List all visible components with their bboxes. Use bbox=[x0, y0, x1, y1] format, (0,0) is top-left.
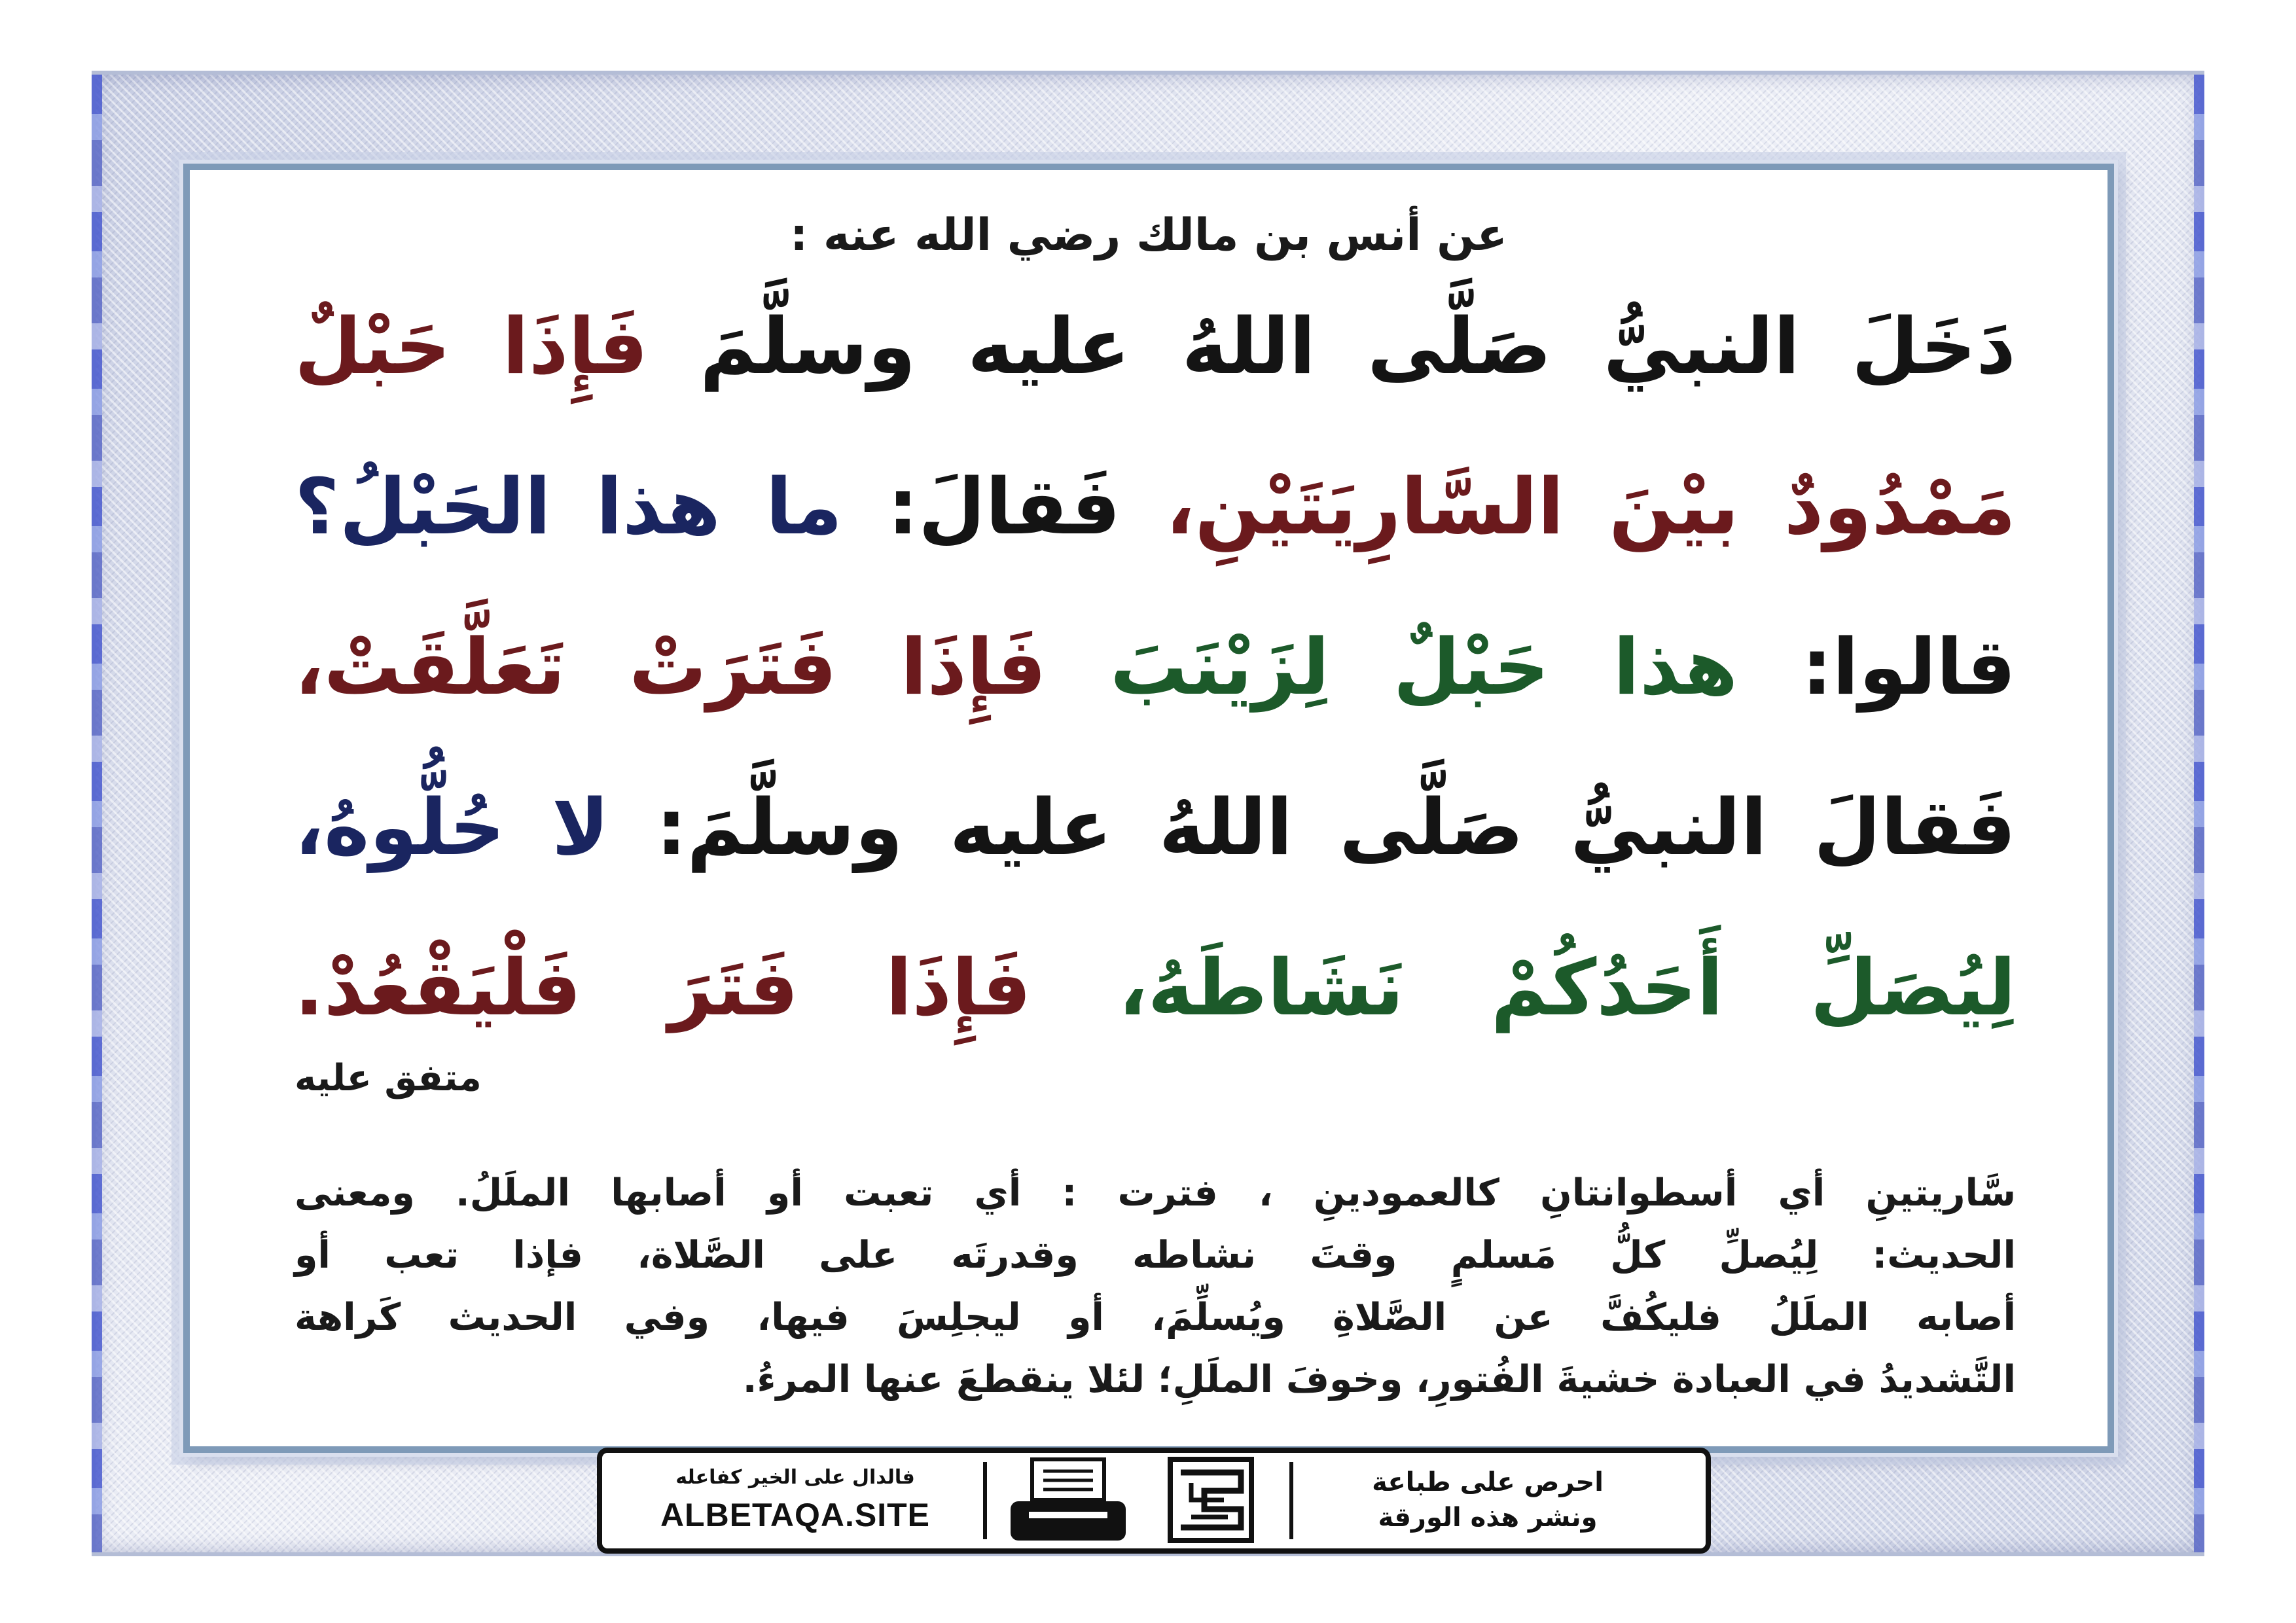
hadith-segment: فَإِذَا فَتَرَتْ تَعَلَّقَتْ، bbox=[295, 622, 1047, 712]
printer-icon bbox=[1003, 1454, 1134, 1546]
frame-left-edge bbox=[92, 75, 102, 1552]
hadith-segment: لا حُلُّوهُ، bbox=[295, 782, 609, 872]
explanation-line-1: سَّاريتينِ أي أسطوانتانِ كالعمودينِ ، فترت : أي تعبت أو أصابها الملَلُ. ومعنى bbox=[295, 1171, 2016, 1215]
print-notice-block bbox=[1289, 1462, 1682, 1539]
hadith-line-5 bbox=[295, 942, 2017, 1033]
hadith-line-1 bbox=[295, 301, 2016, 391]
site-url-link[interactable]: ALBETAQA.SITE bbox=[660, 1497, 931, 1533]
hadith-segment: فَقالَ النبيُّ صَلَّى اللهُ عليه وسلَّمَ: bbox=[609, 782, 2017, 872]
hadith-segment: ما هذا الحَبْلُ؟ bbox=[295, 461, 843, 552]
hadith-segment: لِيُصَلِّ أَحَدُكُمْ نَشَاطَهُ، bbox=[1031, 942, 2017, 1033]
hadith-segment: فَقالَ: bbox=[842, 461, 1121, 552]
footer-banner bbox=[597, 1448, 1711, 1554]
print-notice-line-1: احرص على طباعة bbox=[1372, 1467, 1604, 1497]
source-attribution: متفق عليه bbox=[295, 1057, 482, 1099]
frame-right-edge bbox=[2194, 75, 2204, 1552]
hadith-segment: دَخَلَ النبيُّ صَلَّى اللهُ عليه وسلَّمَ bbox=[648, 301, 2016, 391]
explanation-line-2: الحديث: لِيُصلِّ كلُّ مَسلمٍ وقتَ نشاطه وقدرتَه على الصَّلاة، فإذا تعب أو bbox=[295, 1234, 2016, 1277]
hadith-line-3 bbox=[295, 622, 2016, 712]
hadith-segment: قالوا: bbox=[1738, 622, 2016, 712]
content-panel bbox=[183, 164, 2114, 1453]
explanation-line-4: التَّشديدُ في العبادة خشيةَ الفُتورِ، وخوفَ الملَلِ؛ لئلا ينقطعَ عنها المرءُ. bbox=[742, 1358, 2016, 1401]
hadith-line-2 bbox=[295, 461, 2016, 552]
print-notice-line-2: ونشر هذه الورقة bbox=[1378, 1503, 1598, 1533]
hadith-segment: مَمْدُودٌ بيْنَ السَّارِيَتَيْنِ، bbox=[1121, 461, 2016, 552]
narrator-line: عن أنس بن مالك رضي الله عنه : bbox=[790, 209, 1507, 261]
hadith-segment: فَإِذَا فَتَرَ فَلْيَقْعُدْ. bbox=[295, 942, 1031, 1033]
hadith-segment: فَإِذَا حَبْلٌ bbox=[295, 301, 649, 391]
explanation-line-3: أصابه الملَلُ فليكُفَّ عن الصَّلاةِ ويُسلِّمَ، أو ليجلِسَ فيها، وفي الحديث كَراهة bbox=[295, 1296, 2016, 1339]
hadith-segment: هذا حَبْلٌ لِزَيْنَبَ bbox=[1046, 622, 1738, 712]
site-tagline: فالدال على الخير كفاعله bbox=[675, 1466, 915, 1489]
hadith-line-4 bbox=[295, 782, 2017, 872]
dawat-alwaraqa-logo-icon bbox=[1165, 1454, 1257, 1546]
site-block bbox=[607, 1462, 987, 1539]
